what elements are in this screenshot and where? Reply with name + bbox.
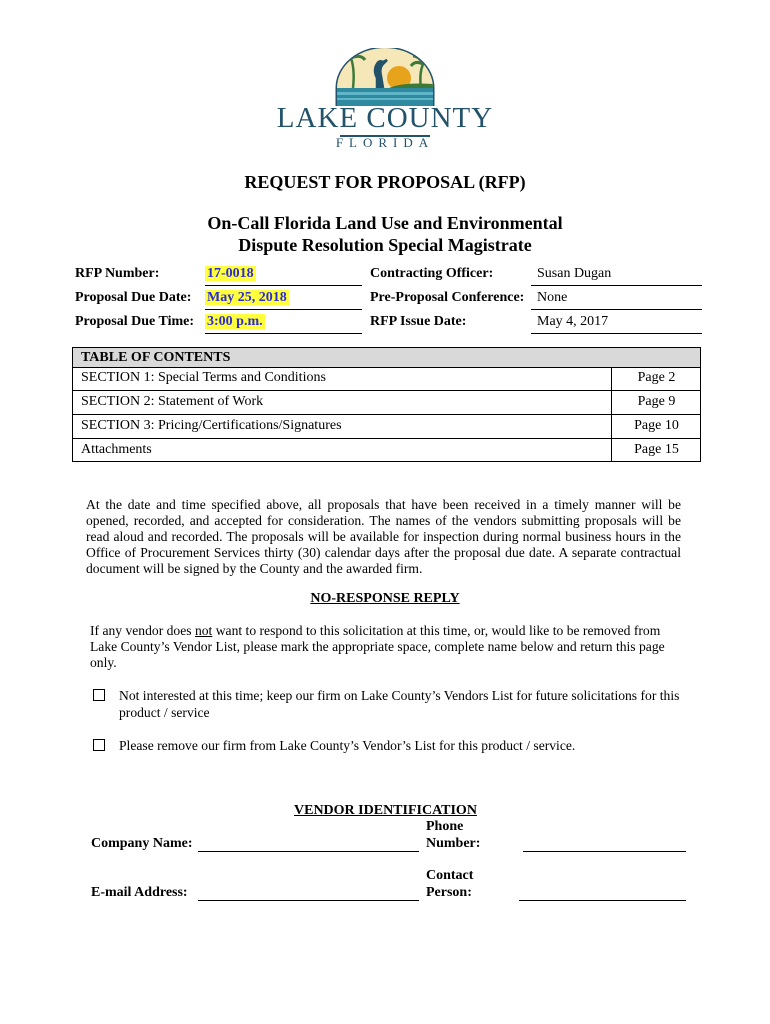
contact-person-label-line2: Person: — [426, 885, 472, 900]
not-interested-option-label: Not interested at this time; keep our firm on Lake County’s Vendors List for future solicitations for this product / service — [119, 688, 680, 720]
proposal-due-date-value: May 25, 2018 — [207, 290, 287, 305]
toc-page-number: Page 2 — [637, 370, 676, 385]
proposal-due-time-field — [205, 314, 362, 334]
pre-proposal-conference-label: Pre-Proposal Conference: — [370, 290, 525, 305]
toc-row — [73, 415, 700, 439]
phone-number-field[interactable] — [523, 850, 686, 852]
rfp-issue-date-label: RFP Issue Date: — [370, 314, 467, 329]
table-of-contents — [72, 347, 701, 462]
proposal-due-time-label: Proposal Due Time: — [75, 314, 195, 329]
proposal-due-time-value: 3:00 p.m. — [207, 314, 263, 329]
contact-person-label-line1: Contact — [426, 868, 474, 883]
toc-page-number: Page 9 — [637, 394, 676, 409]
rfp-number-label: RFP Number: — [75, 266, 160, 281]
no-response-intro-end: want to respond to this solicitation at this time, or, would like to be removed from Lake County’s Vendor List, please mark the appropriate space, complete name below and return this page only. — [90, 623, 665, 670]
remove-firm-checkbox[interactable] — [93, 739, 105, 751]
company-name-label: Company Name: — [91, 836, 193, 851]
pre-proposal-conference-value: None — [537, 290, 568, 305]
no-response-heading: NO-RESPONSE REPLY — [310, 591, 460, 606]
toc-section-name: SECTION 1: Special Terms and Conditions — [81, 370, 326, 385]
no-response-intro-emphasis: not — [194, 623, 213, 638]
rfp-number-field — [205, 266, 362, 286]
toc-section-name: SECTION 3: Pricing/Certifications/Signatures — [81, 418, 342, 433]
remove-firm-option-label: Please remove our firm from Lake County’s Vendor’s List for this product / service. — [119, 738, 576, 753]
toc-section-name: Attachments — [81, 442, 152, 457]
toc-row — [73, 367, 700, 391]
not-interested-checkbox[interactable] — [93, 689, 105, 701]
toc-row — [73, 391, 700, 415]
proposal-due-date-field — [205, 290, 362, 310]
phone-number-label-line1: Phone — [426, 819, 464, 834]
no-response-intro-start: If any vendor does — [90, 623, 195, 638]
pre-proposal-conference-field — [531, 290, 702, 310]
document-subtitle-line2: Dispute Resolution Special Magistrate — [238, 235, 532, 255]
toc-page-number: Page 15 — [634, 442, 679, 457]
rfp-issue-date-field — [531, 314, 702, 334]
contracting-officer-label: Contracting Officer: — [370, 266, 494, 281]
toc-row — [73, 439, 700, 463]
logo-wordmark: LAKE COUNTY — [276, 102, 494, 134]
contracting-officer-value: Susan Dugan — [537, 266, 612, 281]
contact-person-field[interactable] — [519, 899, 686, 901]
toc-heading: TABLE OF CONTENTS — [81, 350, 231, 365]
proposal-due-date-label: Proposal Due Date: — [75, 290, 192, 305]
phone-number-label-line2: Number: — [426, 836, 481, 851]
vendor-identification-heading: VENDOR IDENTIFICATION — [294, 803, 477, 818]
contracting-officer-field — [531, 266, 702, 286]
lake-county-logo-icon — [333, 48, 437, 106]
document-subtitle-line1: On-Call Florida Land Use and Environmental — [207, 213, 563, 233]
toc-section-name: SECTION 2: Statement of Work — [81, 394, 264, 409]
company-name-field[interactable] — [198, 850, 419, 852]
rfp-number-value: 17-0018 — [207, 266, 254, 281]
toc-page-number: Page 10 — [634, 418, 679, 433]
proposal-opening-paragraph: At the date and time specified above, all proposals that have been received in a timely manner will be opened, recorded, and accepted for consideration. The names of the vendors submitting proposals will be read aloud and recorded. The proposals will be available for inspection during normal business hours in the Office of Procurement Services thirty (30) calendar days after the proposal due date. A separate contractual document will be signed by the County and the awarded firm. — [86, 497, 681, 576]
logo-subtitle: FLORIDA — [335, 135, 435, 150]
email-address-field[interactable] — [198, 899, 419, 901]
document-title: REQUEST FOR PROPOSAL (RFP) — [244, 172, 526, 192]
no-response-intro — [90, 623, 680, 671]
email-address-label: E-mail Address: — [91, 885, 188, 900]
toc-header — [73, 348, 700, 368]
rfp-issue-date-value: May 4, 2017 — [537, 314, 609, 329]
